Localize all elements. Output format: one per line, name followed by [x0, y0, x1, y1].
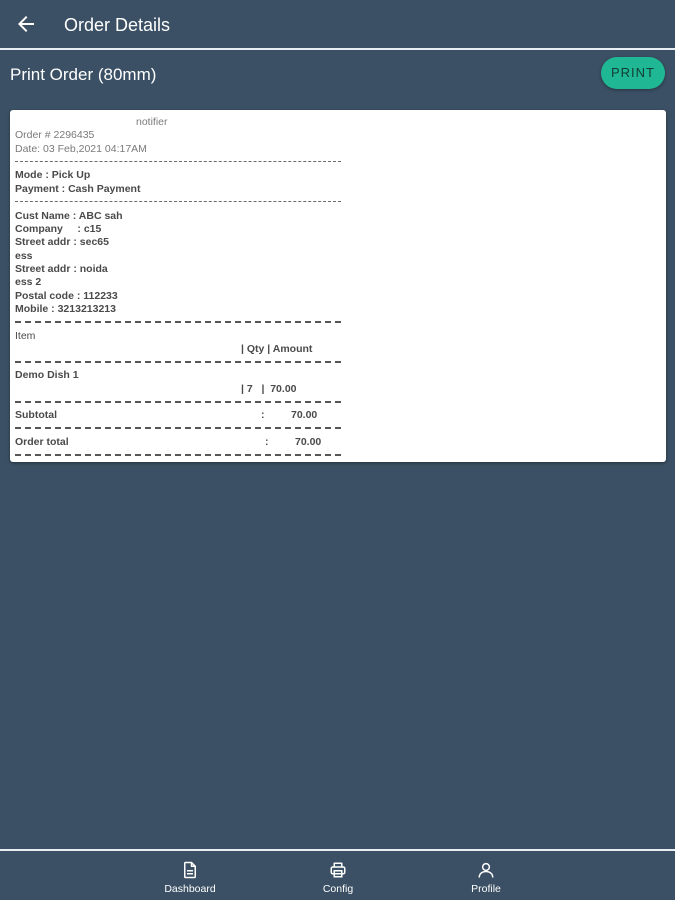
divider: [15, 321, 341, 323]
divider: [15, 401, 341, 403]
dish-name: Demo Dish 1: [15, 369, 79, 381]
mobile: Mobile : 3213213213: [15, 303, 116, 315]
order-total-colon: :: [265, 436, 269, 448]
page-title: Order Details: [64, 15, 171, 35]
divider: [15, 427, 341, 429]
receipt-preview: [10, 110, 666, 462]
dish-qty-amount: | 7 | 70.00: [241, 383, 297, 395]
divider: [15, 161, 341, 162]
item-header: Item: [15, 330, 36, 342]
nav-config[interactable]: [293, 851, 383, 900]
order-date: Date: 03 Feb,2021 04:17AM: [15, 143, 147, 155]
nav-label: Config: [322, 883, 354, 895]
street-address-1-cont: ess: [15, 250, 33, 262]
divider: [15, 454, 341, 456]
qty-amount-header: | Qty | Amount: [241, 343, 313, 355]
document-icon: [181, 861, 199, 879]
street-address-2-cont: ess 2: [15, 276, 42, 288]
payment-method: Payment : Cash Payment: [15, 183, 141, 195]
street-address-2: Street addr : noida: [15, 263, 108, 275]
nav-label: Profile: [471, 883, 501, 895]
order-total-value: 70.00: [295, 436, 322, 448]
postal-code: Postal code : 112233: [15, 290, 118, 302]
divider: [15, 361, 341, 363]
order-total-label: Order total: [15, 436, 69, 448]
bottom-navigation: [0, 849, 675, 900]
subtotal-label: Subtotal: [15, 409, 57, 421]
store-name: notifier: [136, 116, 168, 128]
street-address-1: Street addr : sec65: [15, 236, 109, 248]
nav-label: Dashboard: [164, 883, 216, 895]
subtotal-colon: :: [261, 409, 265, 421]
app-bar: [0, 0, 675, 50]
subtotal-value: 70.00: [291, 409, 318, 421]
divider: [15, 201, 341, 202]
printer-icon: [329, 861, 347, 879]
nav-dashboard[interactable]: [145, 851, 235, 900]
arrow-left-icon[interactable]: [14, 12, 38, 36]
nav-profile[interactable]: [441, 851, 531, 900]
print-order-title: Print Order (80mm): [10, 65, 157, 84]
customer-name: Cust Name : ABC sah: [15, 210, 123, 222]
order-mode: Mode : Pick Up: [15, 169, 91, 181]
order-number: Order # 2296435: [15, 129, 95, 141]
person-icon: [477, 861, 495, 879]
print-button[interactable]: PRINT: [601, 57, 665, 89]
company: Company : c15: [15, 223, 102, 235]
